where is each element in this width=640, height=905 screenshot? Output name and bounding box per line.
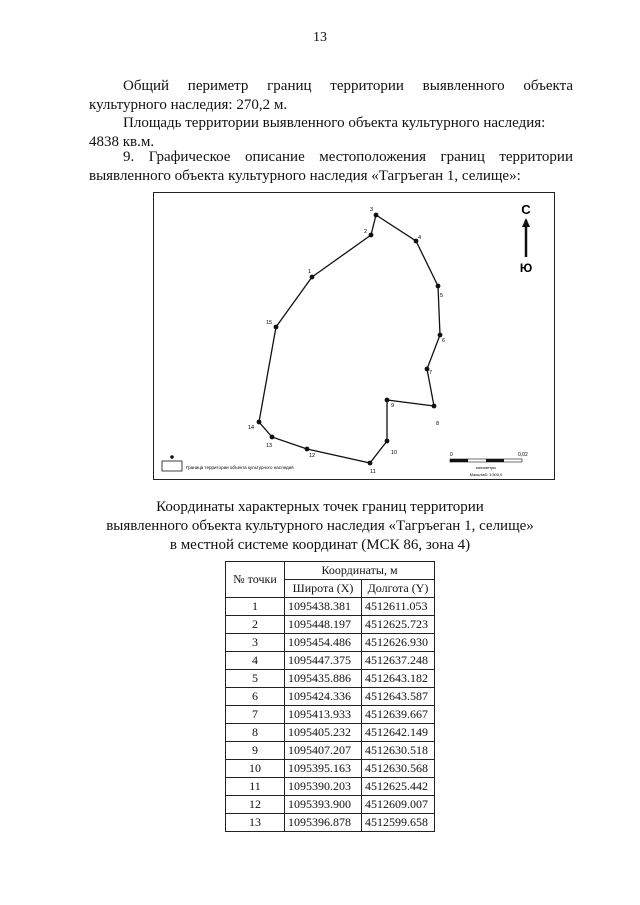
header-latitude: Широта (X) — [285, 580, 362, 598]
point-number-cell: 9 — [226, 742, 285, 760]
boundary-point-marker — [369, 233, 374, 238]
table-caption-line-3: в местной системе координат (МСК 86, зона 4) — [169, 537, 471, 553]
longitude-cell: 4512625.723 — [362, 616, 435, 634]
table-row — [226, 688, 435, 706]
boundary-point-label: 12 — [309, 453, 316, 459]
latitude-cell: 1095393.900 — [285, 796, 362, 814]
latitude-cell: 1095438.381 — [285, 598, 362, 616]
table-row — [226, 724, 435, 742]
boundary-point-label: 4 — [418, 235, 422, 241]
boundary-point-label: 9 — [391, 403, 395, 409]
longitude-cell: 4512630.568 — [362, 760, 435, 778]
legend-point-icon — [170, 455, 174, 459]
boundary-point-label: 15 — [266, 320, 273, 326]
area-line-2: 4838 кв.м. — [89, 134, 155, 150]
scale-bar-segment-1 — [450, 459, 468, 462]
longitude-cell: 4512642.149 — [362, 724, 435, 742]
boundary-point-marker — [257, 420, 262, 425]
south-label: Ю — [519, 261, 533, 275]
scale-ratio: Масштаб: 1:500,0 — [469, 472, 503, 477]
coordinates-table — [225, 561, 435, 832]
point-number-cell: 11 — [226, 778, 285, 796]
longitude-cell: 4512599.658 — [362, 814, 435, 832]
longitude-cell: 4512643.587 — [362, 688, 435, 706]
page-number: 13 — [313, 30, 327, 45]
header-coordinates: Координаты, м — [285, 562, 435, 580]
latitude-cell: 1095448.197 — [285, 616, 362, 634]
table-caption-line-2: выявленного объекта культурного наследия «Тагръеган 1, селище» — [106, 518, 534, 534]
scale-unit: километры — [475, 465, 497, 470]
table-row — [226, 652, 435, 670]
north-label: С — [521, 202, 531, 217]
boundary-point-marker — [436, 284, 441, 289]
boundary-point-marker — [270, 435, 275, 440]
boundary-point-label: 10 — [391, 450, 398, 456]
graphic-description-paragraph — [89, 148, 573, 186]
table-row — [226, 742, 435, 760]
latitude-cell: 1095390.203 — [285, 778, 362, 796]
table-row — [226, 616, 435, 634]
boundary-point-marker — [368, 461, 373, 466]
legend-text: Граница территории объекта культурного наследия — [186, 465, 294, 470]
point-number-cell: 8 — [226, 724, 285, 742]
map-legend — [162, 455, 294, 471]
boundary-point-label: 11 — [370, 469, 376, 475]
point-number-cell: 1 — [226, 598, 285, 616]
graphic-line-2: выявленного объекта культурного наследия «Тагръеган 1, селище»: — [89, 168, 521, 184]
latitude-cell: 1095447.375 — [285, 652, 362, 670]
boundary-point-label: 6 — [442, 338, 446, 344]
boundary-polygon — [259, 215, 440, 463]
area-line-1: Площадь территории выявленного объекта культурного наследия: — [123, 115, 546, 131]
latitude-cell: 1095424.336 — [285, 688, 362, 706]
table-row — [226, 778, 435, 796]
latitude-cell: 1095407.207 — [285, 742, 362, 760]
graphic-line-1: 9. Графическое описание местоположения границ территории — [123, 149, 573, 165]
header-point-number: № точки — [226, 562, 285, 598]
latitude-cell: 1095413.933 — [285, 706, 362, 724]
longitude-cell: 4512626.930 — [362, 634, 435, 652]
scale-end: 0,02 — [518, 452, 528, 458]
boundary-point-label: 14 — [248, 425, 255, 431]
scale-bar — [450, 452, 528, 477]
boundary-point-label: 2 — [364, 229, 368, 235]
perimeter-line-2: культурного наследия: 270,2 м. — [89, 97, 288, 113]
boundary-point-marker — [374, 213, 379, 218]
longitude-cell: 4512643.182 — [362, 670, 435, 688]
point-number-cell: 2 — [226, 616, 285, 634]
boundary-points — [248, 207, 445, 475]
table-row — [226, 814, 435, 832]
perimeter-line-1: Общий периметр границ территории выявленного объекта — [123, 78, 573, 94]
table-row — [226, 634, 435, 652]
boundary-point-label: 7 — [429, 370, 433, 376]
table-row — [226, 706, 435, 724]
boundary-map-drawing — [154, 193, 554, 479]
point-number-cell: 5 — [226, 670, 285, 688]
area-paragraph — [89, 114, 573, 152]
header-longitude: Долгота (Y) — [362, 580, 435, 598]
longitude-cell: 4512609.007 — [362, 796, 435, 814]
boundary-point-marker — [438, 333, 443, 338]
scale-start: 0 — [450, 452, 453, 458]
point-number-cell: 7 — [226, 706, 285, 724]
point-number-cell: 13 — [226, 814, 285, 832]
point-number-cell: 4 — [226, 652, 285, 670]
latitude-cell: 1095396.878 — [285, 814, 362, 832]
point-number-cell: 10 — [226, 760, 285, 778]
table-body — [226, 598, 435, 832]
table-header-row — [226, 562, 435, 580]
longitude-cell: 4512611.053 — [362, 598, 435, 616]
boundary-point-label: 3 — [370, 207, 374, 213]
longitude-cell: 4512630.518 — [362, 742, 435, 760]
boundary-point-label: 5 — [440, 293, 444, 299]
longitude-cell: 4512639.667 — [362, 706, 435, 724]
scale-bar-segment-2 — [486, 459, 504, 462]
longitude-cell: 4512637.248 — [362, 652, 435, 670]
table-row — [226, 598, 435, 616]
boundary-point-marker — [310, 275, 315, 280]
table-row — [226, 796, 435, 814]
boundary-map — [153, 192, 555, 480]
table-caption-line-1: Координаты характерных точек границ территории — [156, 499, 484, 515]
point-number-cell: 6 — [226, 688, 285, 706]
perimeter-paragraph — [89, 77, 573, 115]
north-arrow — [520, 202, 532, 275]
point-number-cell: 12 — [226, 796, 285, 814]
boundary-point-marker — [385, 398, 390, 403]
boundary-point-label: 13 — [266, 443, 273, 449]
legend-swatch — [162, 461, 182, 471]
north-arrow-head — [522, 218, 530, 227]
table-row — [226, 760, 435, 778]
latitude-cell: 1095454.486 — [285, 634, 362, 652]
boundary-point-marker — [432, 404, 437, 409]
boundary-point-marker — [274, 325, 279, 330]
latitude-cell: 1095435.886 — [285, 670, 362, 688]
boundary-point-label: 8 — [436, 421, 440, 427]
boundary-point-label: 1 — [308, 269, 312, 275]
latitude-cell: 1095395.163 — [285, 760, 362, 778]
point-number-cell: 3 — [226, 634, 285, 652]
longitude-cell: 4512625.442 — [362, 778, 435, 796]
boundary-point-marker — [305, 447, 310, 452]
latitude-cell: 1095405.232 — [285, 724, 362, 742]
table-row — [226, 670, 435, 688]
boundary-point-marker — [385, 439, 390, 444]
